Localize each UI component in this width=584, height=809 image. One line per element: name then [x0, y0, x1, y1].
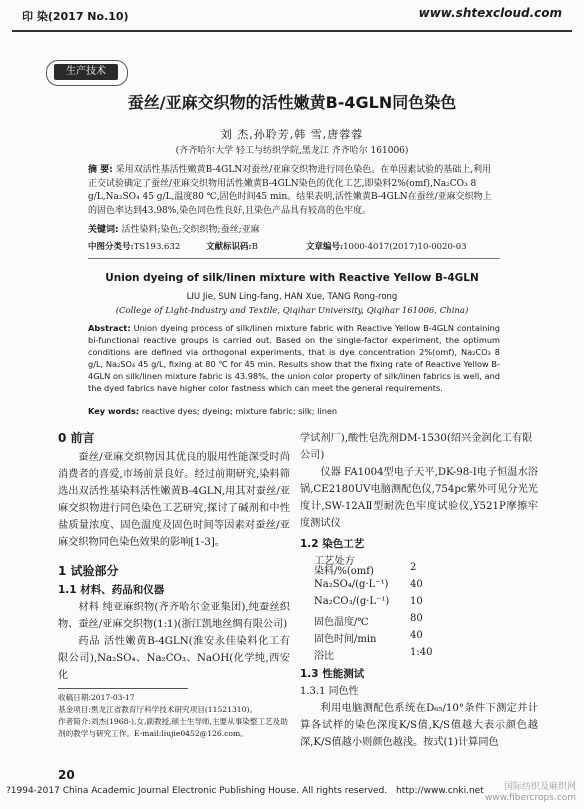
document-code: 文献标识码:B	[206, 242, 258, 252]
section-1-1-heading: 1.1 材料、药品和仪器	[58, 584, 165, 596]
recipe-row: 染料/%(omf) 2	[314, 562, 417, 577]
keywords-cn-text: 活性染料;染色;交织织物;蚕丝;亚麻	[121, 225, 260, 235]
copyright-line: ?1994-2017 China Academic Journal Electronic Publishing House. All rights reserved. http://www.cnki.net	[6, 786, 484, 796]
recipe-title: 工艺处方	[314, 556, 355, 567]
recipe-row: 固色温度/℃ 80	[314, 613, 423, 628]
recipe-row: 浴比 1:40	[314, 647, 433, 662]
section-1-2-heading: 1.2 染色工艺	[300, 538, 365, 550]
authors-en: LIU Jie, SUN Ling-fang, HAN Xue, TANG Rong-rong	[186, 292, 398, 302]
category-badge: 生产技术	[54, 64, 118, 80]
article-title-cn: 蚕丝/亚麻交织物的活性嫩黄B-4GLN同色染色	[127, 93, 457, 112]
journal-site-link[interactable]: www.shtexcloud.com	[418, 6, 562, 20]
chemicals-text-cont: 学试剂厂),酸性皂洗剂DM-1530(绍兴金润化工有限公司)	[300, 433, 533, 461]
abstract-cn-label: 摘 要:	[88, 165, 113, 175]
footnote-author: 作者简介:刘杰(1968-),女,副教授,硕士生导师,主要从事染整工艺及助剂的教学与研究工作。E-mail:liujie0452@126.com。	[58, 717, 288, 738]
clc-number: 中图分类号:TS193.632	[88, 242, 181, 252]
keywords-en-text: reactive dyes; dyeing; mixture fabric; silk; linen	[141, 406, 338, 416]
abstract-divider	[88, 258, 500, 259]
affiliation-en: (College of Light-Industry and Textile, Qiqihar University, Qiqihar 161006, China)	[115, 306, 469, 316]
keywords-en-label: Key words:	[88, 406, 140, 416]
abstract-en-text: Union dyeing process of silk/linen mixture fabric with Reactive Yellow B-4GLN containing bi-functional reactive groups is carried out. Based on the single-factor experiment, the optimum conditions are defined via orthogonal experiments, that is dye concentration 2%(omf), Na₂CO₃ 8 g/L, Na₂SO₄ 45 g/L, fixing at 80 ℃ for 45 min. Results show that the fixing rate of Reactive Yellow B-4GLN on silk/linen mixture fabric is 43.98%, the union color property of silk/linen fabrics is well, and the dyed fabrics have higher color fastness which can meet the general requirements.	[88, 323, 500, 393]
footnotes	[58, 692, 290, 740]
keywords-cn	[88, 224, 500, 238]
affiliation-cn: (齐齐哈尔大学 轻工与纺织学院,黑龙江 齐齐哈尔 161006)	[175, 146, 409, 156]
section-1-3-1-heading: 1.3.1 同色性	[300, 686, 359, 697]
authors-cn: 刘 杰,孙聆芳,韩 雪,唐蓉蓉	[220, 128, 364, 141]
abstract-cn	[88, 164, 500, 218]
recipe-row: Na₂SO₄/(g·L⁻¹) 40	[314, 579, 423, 590]
left-column	[58, 430, 290, 684]
chemicals-text: 药品 活性嫩黄B-4GLN(淮安永佳染料化工有限公司),Na₂SO₄、Na₂CO₃、NaOH(化学纯,西安化	[58, 636, 290, 681]
materials-text: 材料 纯亚麻织物(齐齐哈尔金亚集团),纯蚕丝织物、蚕丝/亚麻交织物(1:1)(浙江凯地丝绸有限公司)	[58, 602, 290, 630]
article-number: 文章编号:1000-4017(2017)10-0020-03	[306, 242, 467, 252]
footnote-received: 收稿日期:2017-03-17	[58, 693, 135, 702]
section-0-text: 蚕丝/亚麻交织物因其优良的服用性能深受时尚消费者的喜爱,市场前景良好。经过前期研究,染料筛选出双活性基染料活性嫩黄B-4GLN,用其对蚕丝/亚麻交织物进行同色染色工艺研究,探讨了碱剂和中性盐质量浓度、固色温度及固色时间等因素对蚕丝/亚麻交织物同色染色效果的影响[1-3]。	[58, 452, 290, 548]
right-column	[300, 430, 538, 570]
watermark: 国际纺织及麻织网 www.fibercrops.com	[485, 782, 576, 803]
footnote-funding: 基金项目:黑龙江省教育厅科学技术研究项目(11521310)。	[58, 705, 258, 714]
section-0-heading: 0 前言	[58, 431, 95, 445]
keywords-cn-label: 关键词:	[88, 225, 119, 235]
abstract-cn-text: 采用双活性基活性嫩黄B-4GLN对蚕丝/亚麻交织物进行同色染色。在单因素试验的基础上,利用正交试验确定了蚕丝/亚麻交织物用活性嫩黄B-4GLN染色的优化工艺,即染料2%(omf),Na₂CO₃ 8 g/L,Na₂SO₄ 45 g/L,温度80 ℃,固色时间45 min。结果表明,活性嫩黄B-4GLN在蚕丝/亚麻交织物上的固色率达到43.98%,染色同色性良好,且染色产品具有较高的色牢度。	[88, 165, 492, 216]
section-1-heading: 1 试验部分	[58, 564, 119, 578]
keywords-en	[88, 406, 337, 416]
section-1-3-heading: 1.3 性能测试	[300, 668, 365, 680]
section-1-3	[300, 666, 538, 751]
journal-name: 印 染(2017 No.10)	[22, 10, 129, 23]
article-title-en: Union dyeing of silk/linen mixture with Reactive Yellow B-4GLN	[105, 272, 479, 284]
recipe-row: Na₂CO₃/(g·L⁻¹) 10	[314, 596, 423, 607]
abstract-en	[88, 322, 500, 394]
footnote-rule	[58, 688, 188, 689]
page-number: 20	[58, 768, 75, 782]
section-1-3-1-text: 利用电脑测配色系统在D₆₅/10°条件下测定并计算各试样的染色深度K/S值,K/S值越大表示颜色越深,K/S值越小则颜色越浅。按式(1)计算同色	[300, 703, 538, 748]
instruments-text: 仪器 FA1004型电子天平,DK-98-Ⅰ电子恒温水浴锅,CE2180UV电脑测配色仪,754pc紫外可见分光光度计,SW-12AⅡ型耐洗色牢度试验仪,Y521P摩擦牢度测试仪	[300, 467, 538, 529]
abstract-en-label: Abstract:	[88, 323, 131, 333]
recipe-row: 固色时间/min 40	[314, 630, 423, 645]
cnki-link[interactable]: http://www.cnki.net	[396, 786, 484, 796]
